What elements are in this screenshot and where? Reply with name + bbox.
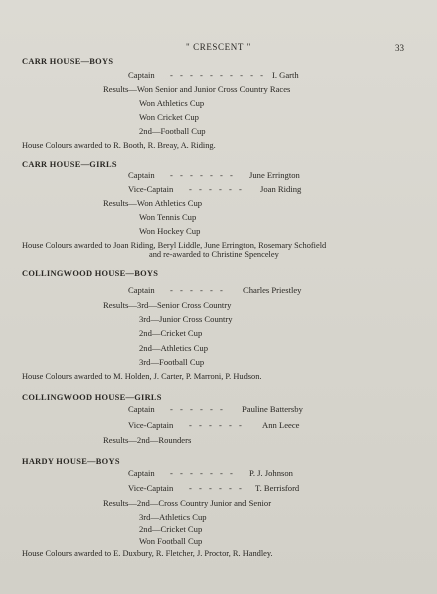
result-item: Won Tennis Cup [139, 212, 197, 222]
section-heading-carr-boys: CARR HOUSE—BOYS [22, 57, 114, 66]
results-line: Results—Won Athletics Cup [103, 198, 203, 208]
leader-dots: - - - - - - [189, 420, 245, 430]
section-heading-carr-girls: CARR HOUSE—GIRLS [22, 160, 117, 169]
captain-label: Captain [128, 170, 155, 180]
leader-dots: - - - - - - [170, 404, 226, 414]
vice-captain-label: Vice-Captain [128, 420, 174, 430]
result-item: Won Cricket Cup [139, 112, 199, 122]
vice-captain-name: T. Berrisford [255, 483, 300, 493]
captain-name: Pauline Battersby [242, 404, 303, 414]
leader-dots: - - - - - - [170, 285, 226, 295]
result-item: 2nd—Cricket Cup [139, 524, 203, 534]
leader-dots: - - - - - - [189, 184, 245, 194]
result-item: 2nd—Athletics Cup [139, 343, 208, 353]
results-line: Results—2nd—Rounders [103, 435, 192, 445]
house-colours-text: House Colours awarded to M. Holden, J. Carter, P. Marroni, P. Hudson. [22, 372, 262, 381]
section-heading-collingwood-boys: COLLINGWOOD HOUSE—BOYS [22, 269, 159, 278]
house-colours-text-continued: and re-awarded to Christine Spenceley [149, 250, 279, 259]
leader-dots: - - - - - - - [170, 468, 236, 478]
captain-name: June Errington [249, 170, 300, 180]
house-colours-text: House Colours awarded to Joan Riding, Beryl Liddle, June Errington, Rosemary Schofield [22, 241, 327, 250]
captain-name: P. J. Johnson [249, 468, 293, 478]
captain-name: I. Garth [272, 70, 299, 80]
house-colours-text: House Colours awarded to R. Booth, R. Breay, A. Riding. [22, 141, 216, 150]
captain-label: Captain [128, 404, 155, 414]
captain-name: Charles Priestley [243, 285, 302, 295]
leader-dots: - - - - - - [189, 483, 245, 493]
result-item: Won Athletics Cup [139, 98, 205, 108]
section-heading-hardy-boys: HARDY HOUSE—BOYS [22, 457, 120, 466]
result-item: 2nd—Football Cup [139, 126, 206, 136]
running-header: " CRESCENT " [186, 42, 251, 52]
result-item: 3rd—Football Cup [139, 357, 205, 367]
result-item: Won Hockey Cup [139, 226, 201, 236]
captain-label: Captain [128, 285, 155, 295]
page-number: 33 [395, 43, 404, 53]
results-line: Results—3rd—Senior Cross Country [103, 300, 232, 310]
vice-captain-name: Ann Leece [262, 420, 300, 430]
result-item: Won Football Cup [139, 536, 203, 546]
vice-captain-label: Vice-Captain [128, 184, 174, 194]
result-item: 2nd—Cricket Cup [139, 328, 203, 338]
results-line: Results—Won Senior and Junior Cross Country Races [103, 84, 291, 94]
results-line: Results—2nd—Cross Country Junior and Senior [103, 498, 272, 508]
result-item: 3rd—Junior Cross Country [139, 314, 233, 324]
result-item: 3rd—Athletics Cup [139, 512, 207, 522]
captain-label: Captain [128, 70, 155, 80]
vice-captain-name: Joan Riding [260, 184, 302, 194]
vice-captain-label: Vice-Captain [128, 483, 174, 493]
section-heading-collingwood-girls: COLLINGWOOD HOUSE—GIRLS [22, 393, 162, 402]
leader-dots: - - - - - - - - - - [170, 70, 266, 80]
captain-label: Captain [128, 468, 155, 478]
house-colours-text: House Colours awarded to E. Duxbury, R. Fletcher, J. Proctor, R. Handley. [22, 549, 273, 558]
leader-dots: - - - - - - - [170, 170, 236, 180]
